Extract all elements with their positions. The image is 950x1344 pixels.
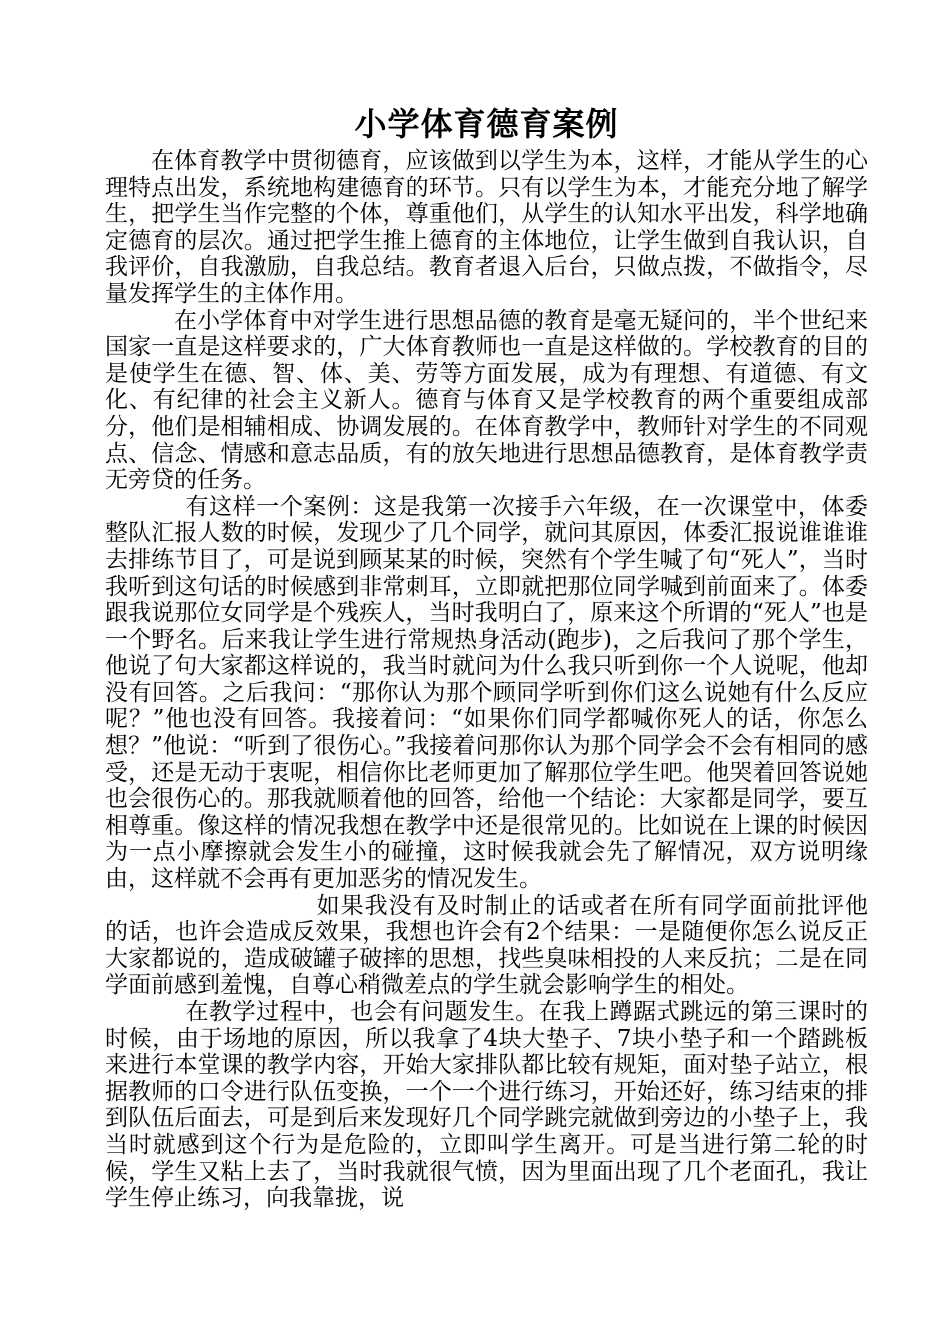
paragraph-1: 在体育教学中贯彻德育，应该做到以学生为本，这样，才能从学生的心理特点出发，系统地构建德育的环节。只有以学生为本，才能充分地了解学生，把学生当作完整的个体，尊重他们，从学生的认知水平出发，科学地确定德育的层次。通过把学生推上德育的主体地位，让学生做到自我认识，自我评价，自我激励，自我总结。教育者退入后台，只做点拨，不做指令，尽量发挥学生的主体作用。 xyxy=(105,148,868,307)
paragraph-2: 在小学体育中对学生进行思想品德的教育是毫无疑问的，半个世纪来国家一直是这样要求的，广大体育教师也一直是这样做的。学校教育的目的是使学生在德、智、体、美、劳等方面发展，成为有理想、有道德、有文化、有纪律的社会主义新人。德育与体育又是学校教育的两个重要组成部分，他们是相辅相成、协调发展的。在体育教学中，教师针对学生的不同观点、信念、情感和意志品质，有的放矢地进行思想品德教育，是体育教学责无旁贷的任务。 xyxy=(105,307,868,494)
paragraph-4: 如果我没有及时制止的话或者在所有同学面前批评他的话，也许会造成反效果，我想也许会有2个结果：一是随便你怎么说反正大家都说的，造成破罐子破摔的思想，找些臭味相投的人来反抗；二是在同学面前感到羞愧，自尊心稍微差点的学生就会影响学生的相处。 xyxy=(105,892,868,999)
paragraph-3: 有这样一个案例：这是我第一次接手六年级，在一次课堂中，体委整队汇报人数的时候，发现少了几个同学，就问其原因，体委汇报说谁谁谁去排练节目了，可是说到顾某某的时候，突然有个学生喊了句“死人”，当时我听到这句话的时候感到非常刺耳，立即就把那位同学喊到前面来了。体委跟我说那位女同学是个残疾人，当时我明白了，原来这个所谓的“死人”也是一个野名。后来我让学生进行常规热身活动(跑步)，之后我问了那个学生，他说了句大家都这样说的，我当时就问为什么我只听到你一个人说呢，他却没有回答。之后我问：“那你认为那个顾同学听到你们这么说她有什么反应呢？”他也没有回答。我接着问：“如果你们同学都喊你死人的话，你怎么想？”他说：“听到了很伤心。”我接着问那你认为那个同学会不会有相同的感受，还是无动于衷呢，相信你比老师更加了解那位学生吧。他哭着回答说她也会很伤心的。那我就顺着他的回答，给他一个结论：大家都是同学，要互相尊重。像这样的情况我想在教学中还是很常见的。比如说在上课的时候因为一点小摩擦就会发生小的碰撞，这时候我就会先了解情况，双方说明缘由，这样就不会再有更加恶劣的情况发生。 xyxy=(105,493,868,893)
document-title: 小学体育德育案例 xyxy=(354,105,619,143)
paragraph-5: 在教学过程中，也会有问题发生。在我上蹲踞式跳远的第三课时的时候，由于场地的原因，所以我拿了4块大垫子、7块小垫子和一个踏跳板来进行本堂课的教学内容，开始大家排队都比较有规矩，面对垫子站立，根据教师的口令进行队伍变换，一个一个进行练习，开始还好，练习结束的排到队伍后面去，可是到后来发现好几个同学跳完就做到旁边的小垫子上，我当时就感到这个行为是危险的，立即叫学生离开。可是当进行第二轮的时候，学生又粘上去了，当时我就很气愤，因为里面出现了几个老面孔，我让学生停止练习，向我靠拢，说 xyxy=(105,999,868,1212)
document-page xyxy=(105,100,868,1212)
